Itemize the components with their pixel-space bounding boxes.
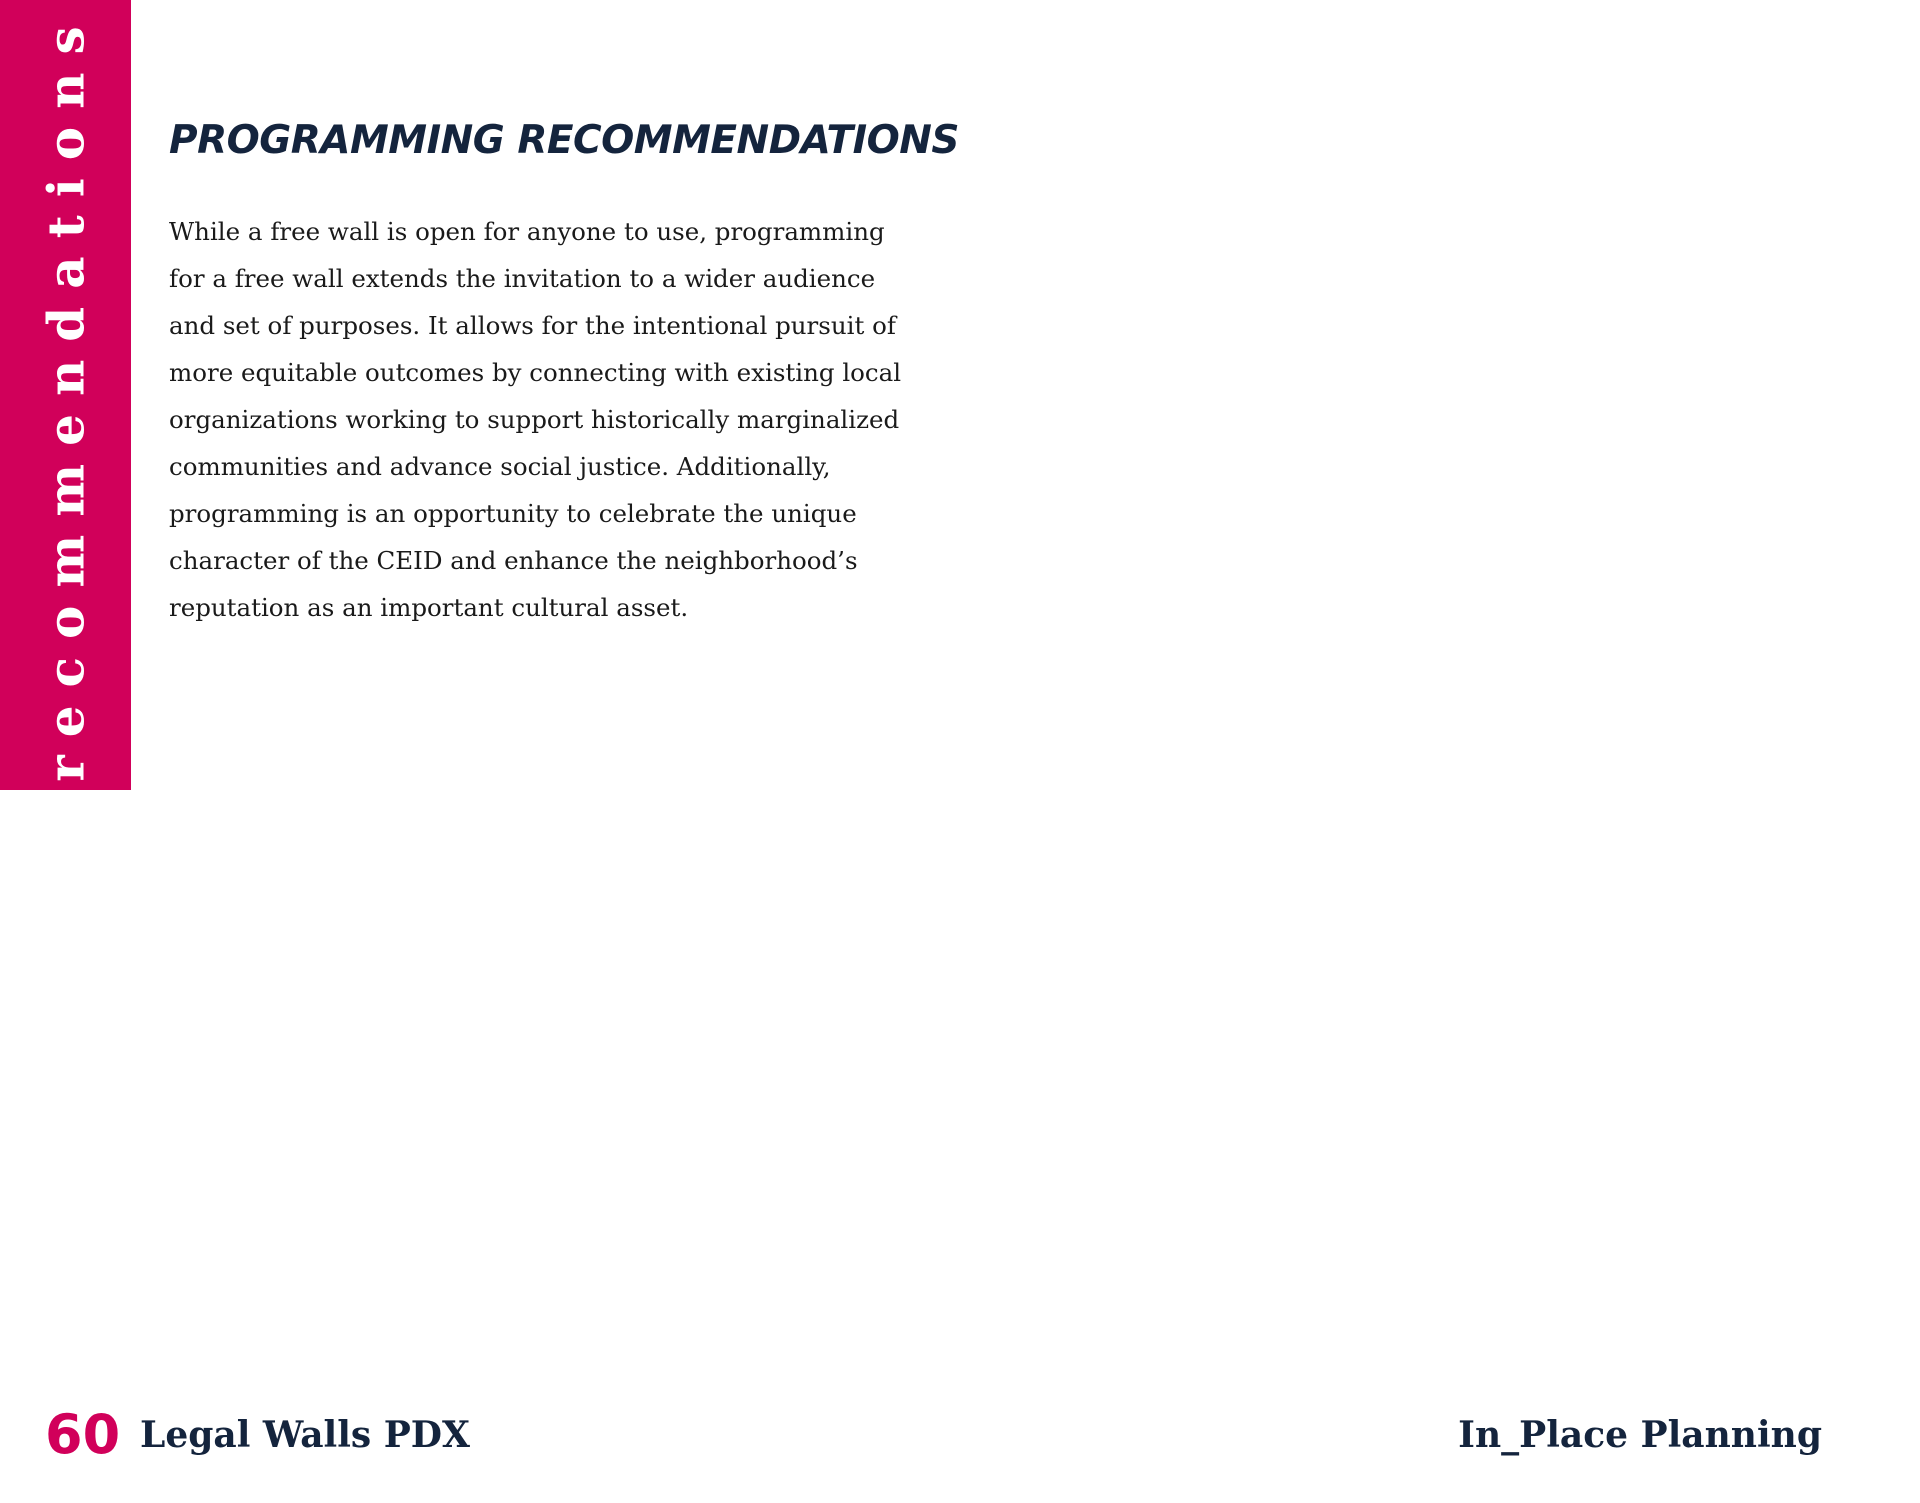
body-line: programming is an opportunity to celebrate the unique xyxy=(169,499,857,528)
document-title: Legal Walls PDX xyxy=(140,1414,470,1456)
body-line: reputation as an important cultural asset. xyxy=(169,593,689,622)
body-line: character of the CEID and enhance the neighborhood’s xyxy=(169,546,858,575)
body-line: and set of purposes. It allows for the intentional pursuit of xyxy=(169,311,896,340)
organization-name: In_Place Planning xyxy=(1458,1414,1822,1456)
body-line: communities and advance social justice. Additionally, xyxy=(169,452,831,481)
section-body xyxy=(169,208,949,631)
section-side-tab xyxy=(0,0,131,790)
section-heading: PROGRAMMING RECOMMENDATIONS xyxy=(169,118,960,163)
page-number: 60 xyxy=(45,1403,121,1466)
side-tab-label: recommendations xyxy=(36,8,95,782)
body-line: more equitable outcomes by connecting with existing local xyxy=(169,358,902,387)
body-line: for a free wall extends the invitation to a wider audience xyxy=(169,264,876,293)
body-line: organizations working to support historically marginalized xyxy=(169,405,900,434)
body-line: While a free wall is open for anyone to use, programming xyxy=(169,217,885,246)
